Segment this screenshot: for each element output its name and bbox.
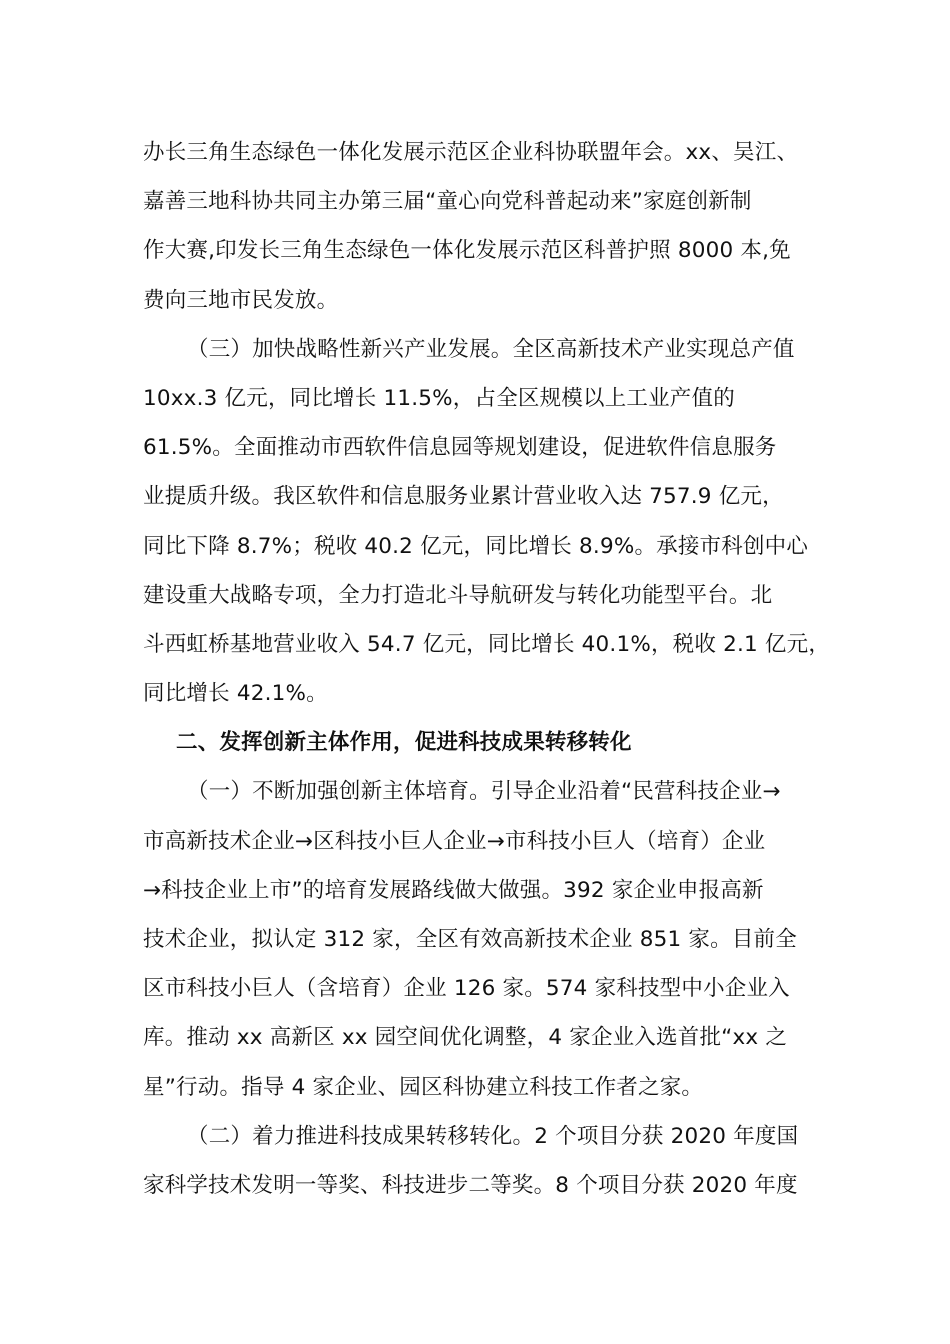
text-line: 斗西虹桥基地营业收入 54.7 亿元，同比增长 40.1%，税收 2.1 亿元， (143, 631, 831, 657)
text-line: 嘉善三地科协共同主办第三届“童心向党科普起动来”家庭创新制 (143, 189, 752, 215)
text-line: 作大赛,印发长三角生态绿色一体化发展示范区科普护照 8000 本,免 (143, 238, 791, 264)
text-line: 库。推动 xx 高新区 xx 园空间优化调整，4 家企业入选首批“xx 之 (143, 1025, 788, 1051)
text-line: 办长三角生态绿色一体化发展示范区企业科协联盟年会。xx、吴江、 (143, 140, 799, 165)
text-line: 区市科技小巨人（含培育）企业 126 家。574 家科技型中小企业入 (143, 976, 790, 1002)
text-line: 建设重大战略专项，全力打造北斗导航研发与转化功能型平台。北 (143, 582, 773, 608)
paragraph-start-line: （一）不断加强创新主体培育。引导企业沿着“民营科技企业→ (187, 779, 781, 805)
text-line: 技术企业，拟认定 312 家，全区有效高新技术企业 851 家。目前全 (143, 927, 797, 952)
section-heading: 二、发挥创新主体作用，促进科技成果转移转化 (176, 730, 632, 756)
paragraph-start-line: （三）加快战略性新兴产业发展。全区高新技术产业实现总产值 (187, 336, 795, 362)
text-line: 同比增长 42.1%。 (143, 681, 328, 707)
text-line: 市高新技术企业→区科技小巨人企业→市科技小巨人（培育）企业 (143, 828, 766, 854)
document-body (143, 128, 831, 1210)
text-line: 业提质升级。我区软件和信息服务业累计营业收入达 757.9 亿元， (143, 484, 784, 510)
text-line: 61.5%。全面推动市西软件信息园等规划建设，促进软件信息服务 (143, 435, 777, 461)
text-line: 费向三地市民发放。 (143, 287, 339, 313)
text-line: 星”行动。指导 4 家企业、园区科协建立科技工作者之家。 (143, 1074, 704, 1100)
paragraph-start-line: （二）着力推进科技成果转移转化。2 个项目分获 2020 年度国 (187, 1123, 799, 1149)
text-line: →科技企业上市”的培育发展路线做大做强。392 家企业申报高新 (143, 877, 764, 903)
text-line: 家科学技术发明一等奖、科技进步二等奖。8 个项目分获 2020 年度 (143, 1172, 798, 1198)
text-line: 10xx.3 亿元，同比增长 11.5%，占全区规模以上工业产值的 (143, 385, 735, 411)
text-line: 同比下降 8.7%；税收 40.2 亿元，同比增长 8.9%。承接市科创中心 (143, 533, 809, 559)
